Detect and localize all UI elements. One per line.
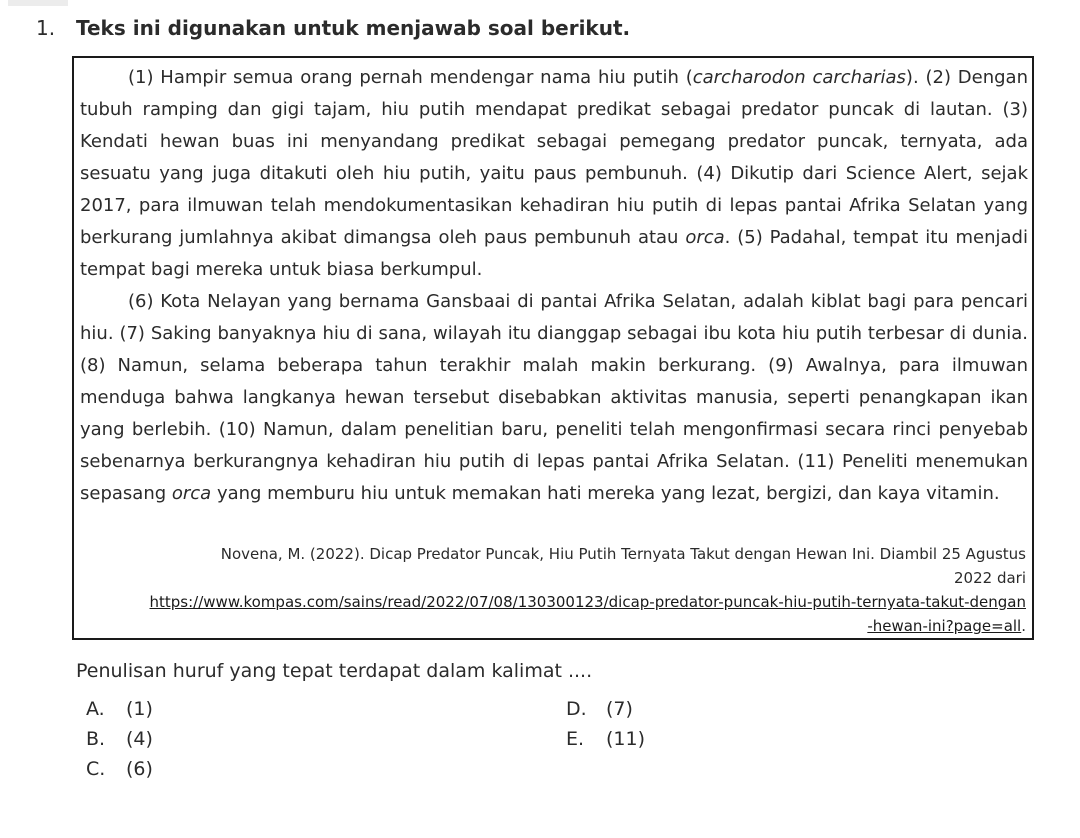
p1-species-italic: carcharodon carcharias [692, 67, 906, 88]
option-c-letter: C. [86, 758, 106, 780]
p1-orca-italic: orca [685, 227, 725, 248]
option-b-letter: B. [86, 728, 106, 750]
p1-text-a: (1) Hampir semua orang pernah mendengar nama hiu putih ( [128, 67, 693, 88]
citation [106, 542, 1026, 638]
p1-text-b: ). (2) Dengan tubuh ramping dan gigi tajam, hiu putih mendapat predikat sebagai predator puncak di lautan. (3) Kendati hewan buas ini menyandang predikat sebagai pemegang predator puncak, ternyata, ada sesuatu yang juga ditakuti oleh hiu putih, yaitu paus pembunuh. (4) Dikutip dari Science Alert, sejak 2017, para ilmuwan telah mendokumentasikan kehadiran hiu putih di lepas pantai Afrika Selatan yang berkurang jumlahnya akibat dimangsa oleh paus pembunuh atau [80, 67, 1028, 248]
option-a-letter: A. [86, 698, 105, 720]
option-e-letter: E. [566, 728, 585, 750]
option-b[interactable] [86, 728, 153, 750]
passage-paragraph-2 [80, 286, 1028, 510]
question-title: Teks ini digunakan untuk menjawab soal berikut. [76, 16, 631, 40]
option-a-text: (1) [126, 698, 153, 720]
top-edge-artifact [8, 0, 68, 6]
option-d-text: (7) [606, 698, 633, 720]
option-d-letter: D. [566, 698, 587, 720]
question-prompt: Penulisan huruf yang tepat terdapat dalam kalimat .... [76, 660, 593, 682]
citation-line-1: Novena, M. (2022). Dicap Predator Puncak, Hiu Putih Ternyata Takut dengan Hewan Ini. Diambil 25 Agustus [220, 545, 1026, 563]
p1-text-c: . (5) Padahal, tempat itu menjadi tempat bagi mereka untuk biasa berkumpul. [80, 227, 1028, 280]
option-a[interactable] [86, 698, 153, 720]
p2-text-a: (6) Kota Nelayan yang bernama Gansbaai di pantai Afrika Selatan, adalah kiblat bagi para pencari hiu. (7) Saking banyaknya hiu di sana, wilayah itu dianggap sebagai ibu kota hiu putih terbesar di dunia. (8) Namun, selama beberapa tahun terakhir malah makin berkurang. (9) Awalnya, para ilmuwan menduga bahwa langkanya hewan tersebut disebabkan aktivitas manusia, seperti penangkapan ikan yang berlebih. (10) Namun, dalam penelitian baru, peneliti telah mengonfirmasi secara rinci penyebab sebenarnya berkurangnya kehadiran hiu putih di lepas pantai Afrika Selatan. (11) Peneliti menemukan sepasang [80, 291, 1028, 504]
p2-text-b: yang memburu hiu untuk memakan hati mereka yang lezat, bergizi, dan kaya vitamin. [211, 483, 1000, 504]
option-b-text: (4) [126, 728, 153, 750]
citation-url-line-2 [106, 614, 1026, 638]
citation-line-2: 2022 dari [954, 569, 1026, 587]
reading-passage-box [72, 56, 1034, 640]
option-c-text: (6) [126, 758, 153, 780]
passage-paragraph-1 [80, 62, 1028, 286]
option-c[interactable] [86, 758, 153, 780]
option-d[interactable] [566, 698, 633, 720]
citation-link-part-2[interactable]: -hewan-ini?page=all [867, 617, 1022, 635]
citation-url-line-1 [106, 590, 1026, 614]
p2-orca-italic: orca [171, 483, 212, 504]
citation-period: . [1021, 617, 1026, 635]
option-e-text: (11) [606, 728, 646, 750]
question-number: 1. [36, 16, 56, 40]
citation-link-part-1[interactable]: https://www.kompas.com/sains/read/2022/07/08/130300123/dicap-predator-puncak-hiu-putih-ternyata-takut-dengan [149, 593, 1026, 611]
option-e[interactable] [566, 728, 645, 750]
